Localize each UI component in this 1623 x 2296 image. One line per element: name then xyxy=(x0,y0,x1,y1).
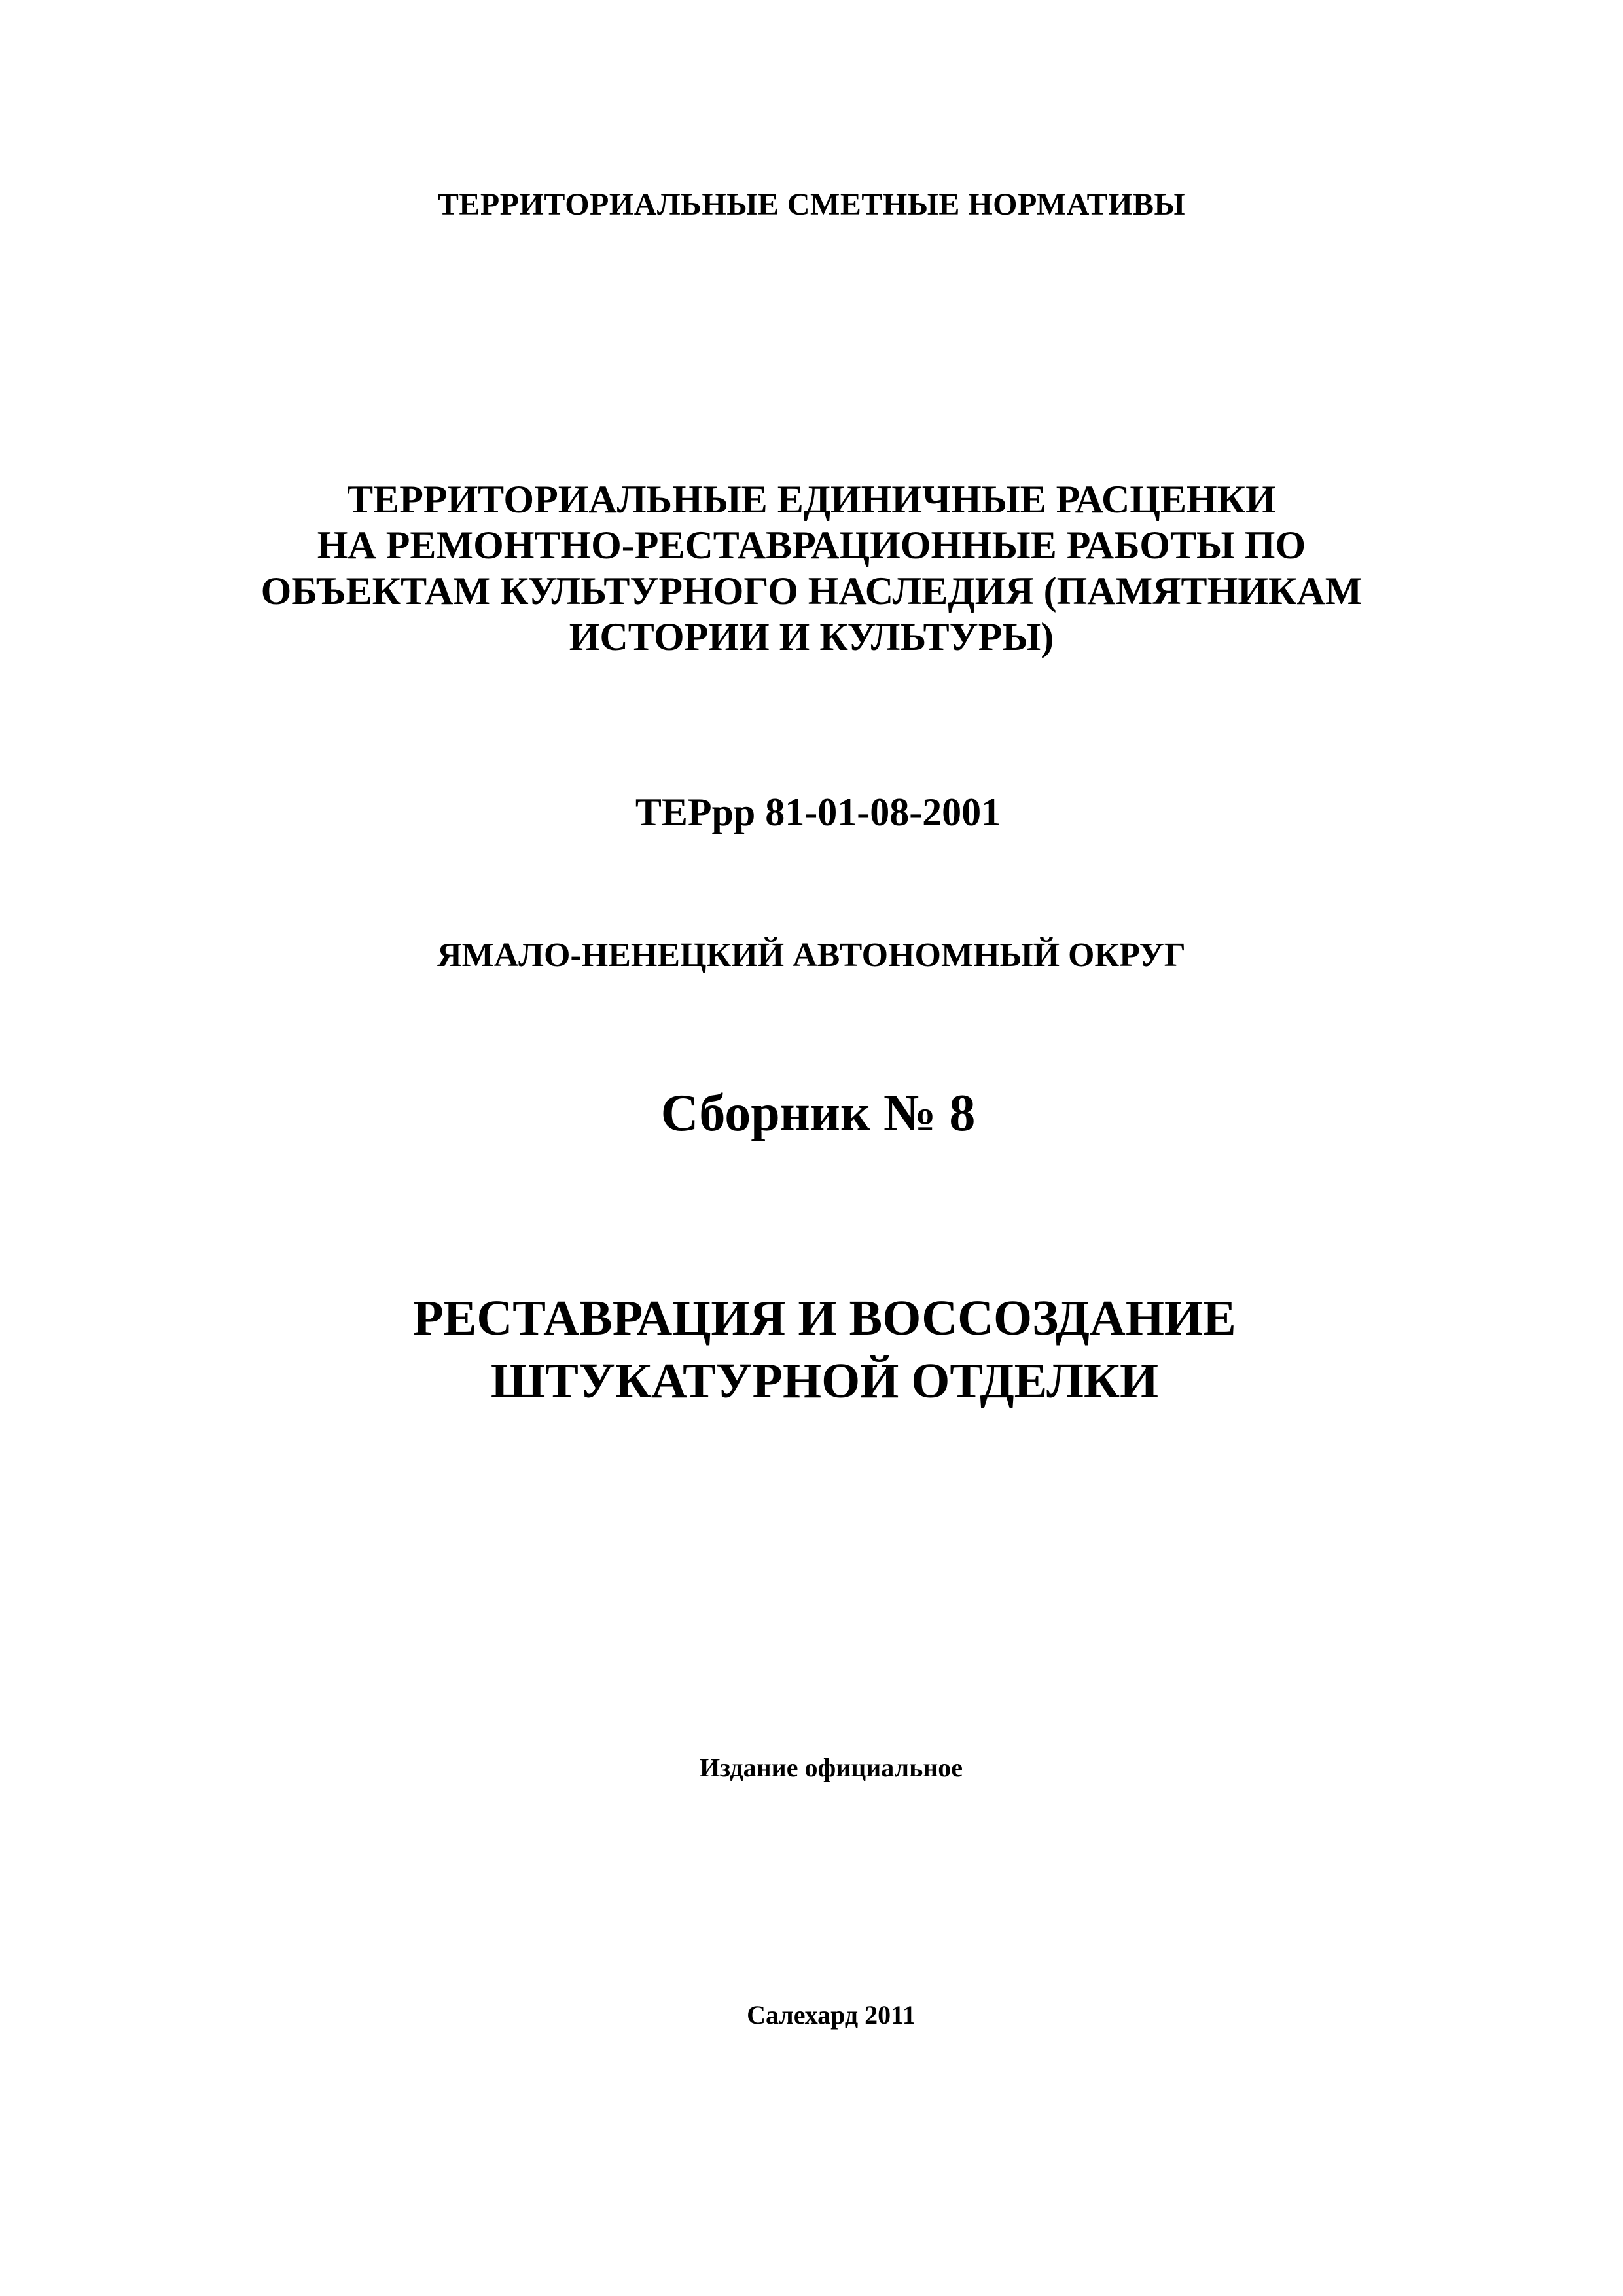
collection-number: Сборник № 8 xyxy=(660,1085,976,1142)
main-title-line-3: ОБЪЕКТАМ КУЛЬТУРНОГО НАСЛЕДИЯ (ПАМЯТНИКАМ xyxy=(260,569,1363,613)
region-name: ЯМАЛО-НЕНЕЦКИЙ АВТОНОМНЫЙ ОКРУГ xyxy=(437,937,1186,974)
collection-subject xyxy=(13,1287,1623,1412)
main-title-line-1: ТЕРРИТОРИАЛЬНЫЕ ЕДИНИЧНЫЕ РАСЦЕНКИ xyxy=(347,478,1276,521)
main-title-line-4: ИСТОРИИ И КУЛЬТУРЫ) xyxy=(569,615,1054,658)
document-code: ТЕРрр 81-01-08-2001 xyxy=(635,791,1001,834)
series-heading: ТЕРРИТОРИАЛЬНЫЕ СМЕТНЫЕ НОРМАТИВЫ xyxy=(437,187,1186,222)
main-title-line-2: НА РЕМОНТНО-РЕСТАВРАЦИОННЫЕ РАБОТЫ ПО xyxy=(317,524,1306,567)
edition-note: Издание официальное xyxy=(699,1753,963,1782)
main-title xyxy=(0,476,1623,660)
place-and-year: Салехард 2011 xyxy=(747,2000,916,2030)
collection-subject-line-2: ШТУКАТУРНОЙ ОТДЕЛКИ xyxy=(490,1354,1159,1408)
collection-subject-line-1: РЕСТАВРАЦИЯ И ВОССОЗДАНИЕ xyxy=(413,1291,1236,1346)
